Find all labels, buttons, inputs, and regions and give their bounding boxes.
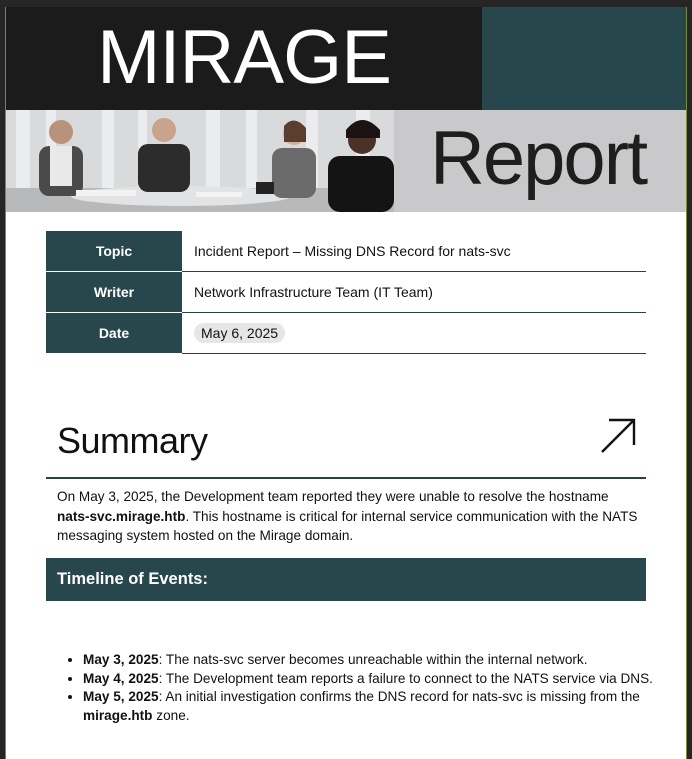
report-page [5,7,687,759]
summary-heading: Summary [57,420,208,461]
summary-divider [46,477,646,479]
event-date: May 4, 2025 [83,670,159,686]
event-text: : The nats-svc server becomes unreachable within the internal network. [158,652,588,667]
summary-text-part: . This hostname is critical for internal service communication with the NATS messaging system hosted on the Mirage domain. [57,508,638,543]
meta-row-writer [46,272,646,313]
timeline-item [83,651,653,670]
timeline-item [83,670,653,689]
report-label-block [394,110,686,212]
event-text: : An initial investigation confirms the DNS record for nats-svc is missing from the [158,689,640,704]
meta-value: Network Infrastructure Team (IT Team) [182,272,646,313]
report-meta-table [46,231,646,354]
meta-row-topic [46,231,646,272]
zone-name: mirage.htb [83,707,153,723]
report-header [6,7,686,212]
timeline-heading-bar [46,558,646,601]
meta-label: Date [46,313,182,354]
summary-paragraph [57,487,642,546]
summary-text-part: On May 3, 2025, the Development team reported they were unable to resolve the hostname [57,489,609,504]
meta-value: Incident Report – Missing DNS Record for nats-svc [182,231,646,272]
report-word: Report [430,116,647,201]
timeline-item [83,688,653,725]
event-date: May 5, 2025 [83,689,159,704]
timeline-heading: Timeline of Events: [57,570,208,588]
header-teal-block [482,7,686,110]
summary-hostname: nats-svc.mirage.htb [57,508,186,524]
header-photo [6,110,394,212]
meta-value-cell [182,313,646,354]
event-text-tail: zone. [152,707,190,723]
meta-row-date [46,313,646,354]
meta-label: Topic [46,231,182,272]
meta-label: Writer [46,272,182,313]
arrow-up-right-icon[interactable] [598,416,638,456]
timeline-list [57,651,653,725]
date-chip[interactable]: May 6, 2025 [194,323,285,343]
event-text: : The Development team reports a failure to connect to the NATS service via DNS. [158,670,653,686]
event-date: May 3, 2025 [83,652,159,667]
brand-title: MIRAGE [97,15,391,100]
